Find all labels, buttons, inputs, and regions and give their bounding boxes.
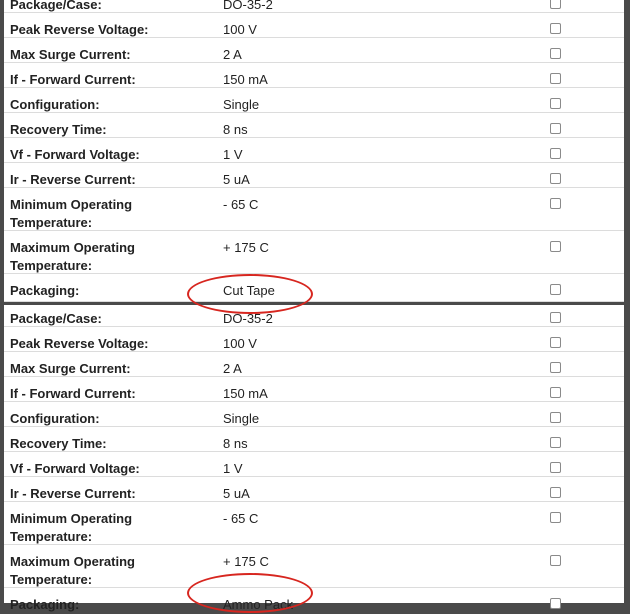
filter-checkbox[interactable]	[550, 487, 564, 496]
attribute-label: Ir - Reverse Current:	[10, 172, 136, 187]
table-row	[4, 301, 624, 326]
attribute-value: DO-35-2	[223, 0, 273, 12]
filter-checkbox[interactable]	[550, 437, 564, 446]
attribute-value: 100 V	[223, 22, 257, 37]
attribute-label: Recovery Time:	[10, 122, 107, 137]
attribute-label: Packaging:	[10, 597, 80, 612]
table-row	[4, 501, 624, 544]
filter-checkbox[interactable]	[550, 98, 564, 107]
filter-checkbox[interactable]	[550, 48, 564, 57]
attribute-value: Single	[223, 97, 260, 112]
table-row	[4, 162, 624, 187]
attribute-label: Minimum Operating Temperature:	[10, 197, 133, 230]
table-row	[4, 112, 624, 137]
filter-checkbox[interactable]	[550, 312, 564, 321]
attribute-label: Packaging:	[10, 283, 80, 298]
attribute-label: Peak Reverse Voltage:	[10, 336, 149, 351]
spec-table-bottom	[4, 305, 624, 612]
filter-checkbox[interactable]	[550, 462, 564, 471]
attribute-value: DO-35-2	[223, 311, 273, 326]
attribute-label: Recovery Time:	[10, 436, 107, 451]
attribute-label: Configuration:	[10, 411, 100, 426]
table-row	[4, 326, 624, 351]
attribute-value: + 175 C	[223, 554, 269, 569]
table-row	[4, 476, 624, 501]
filter-checkbox[interactable]	[550, 387, 564, 396]
table-row	[4, 62, 624, 87]
filter-checkbox[interactable]	[550, 198, 564, 207]
attribute-label: Peak Reverse Voltage:	[10, 22, 149, 37]
attribute-value: Cut Tape	[223, 283, 275, 298]
attribute-value: Ammo Pack	[223, 597, 294, 612]
filter-checkbox[interactable]	[550, 555, 564, 564]
attribute-value: - 65 C	[223, 511, 259, 526]
filter-checkbox[interactable]	[550, 23, 564, 32]
attribute-value: Single	[223, 411, 260, 426]
table-row	[4, 451, 624, 476]
attribute-value: 1 V	[223, 461, 243, 476]
filter-checkbox[interactable]	[550, 73, 564, 82]
table-row	[4, 187, 624, 230]
attribute-label: Configuration:	[10, 97, 100, 112]
table-row	[4, 351, 624, 376]
filter-checkbox[interactable]	[550, 123, 564, 132]
table-row	[4, 87, 624, 112]
spec-table-top	[4, 0, 624, 301]
table-row	[4, 37, 624, 62]
filter-checkbox[interactable]	[550, 512, 564, 521]
attribute-label: Max Surge Current:	[10, 361, 131, 376]
attribute-value: 8 ns	[223, 436, 248, 451]
table-row	[4, 273, 624, 298]
attribute-label: Max Surge Current:	[10, 47, 131, 62]
table-row	[4, 426, 624, 451]
filter-checkbox[interactable]	[550, 412, 564, 421]
attribute-value: 5 uA	[223, 486, 250, 501]
table-row	[4, 137, 624, 162]
attribute-label: Maximum Operating Temperature:	[10, 240, 135, 273]
attribute-label: Package/Case:	[10, 0, 102, 12]
attribute-label: Vf - Forward Voltage:	[10, 461, 140, 476]
attribute-label: Ir - Reverse Current:	[10, 486, 136, 501]
attribute-label: If - Forward Current:	[10, 72, 136, 87]
attribute-label: Maximum Operating Temperature:	[10, 554, 135, 587]
filter-checkbox[interactable]	[550, 148, 564, 157]
filter-checkbox[interactable]	[550, 284, 564, 293]
attribute-value: 100 V	[223, 336, 257, 351]
attribute-value: - 65 C	[223, 197, 259, 212]
attribute-value: 5 uA	[223, 172, 250, 187]
attribute-value: + 175 C	[223, 240, 269, 255]
attribute-value: 150 mA	[223, 72, 268, 87]
filter-checkbox[interactable]	[550, 362, 564, 371]
attribute-label: If - Forward Current:	[10, 386, 136, 401]
attribute-value: 2 A	[223, 47, 242, 62]
attribute-value: 2 A	[223, 361, 242, 376]
filter-checkbox[interactable]	[550, 241, 564, 250]
attribute-label: Minimum Operating Temperature:	[10, 511, 133, 544]
attribute-value: 150 mA	[223, 386, 268, 401]
table-row	[4, 376, 624, 401]
table-row	[4, 230, 624, 273]
filter-checkbox[interactable]	[550, 337, 564, 346]
table-row	[4, 12, 624, 37]
attribute-value: 1 V	[223, 147, 243, 162]
filter-checkbox[interactable]	[550, 173, 564, 182]
attribute-value: 8 ns	[223, 122, 248, 137]
table-row	[4, 401, 624, 426]
table-row	[4, 0, 624, 12]
attribute-label: Package/Case:	[10, 311, 102, 326]
table-row	[4, 587, 624, 612]
table-row	[4, 544, 624, 587]
filter-checkbox[interactable]	[550, 0, 564, 7]
filter-checkbox[interactable]	[550, 598, 564, 607]
attribute-label: Vf - Forward Voltage:	[10, 147, 140, 162]
